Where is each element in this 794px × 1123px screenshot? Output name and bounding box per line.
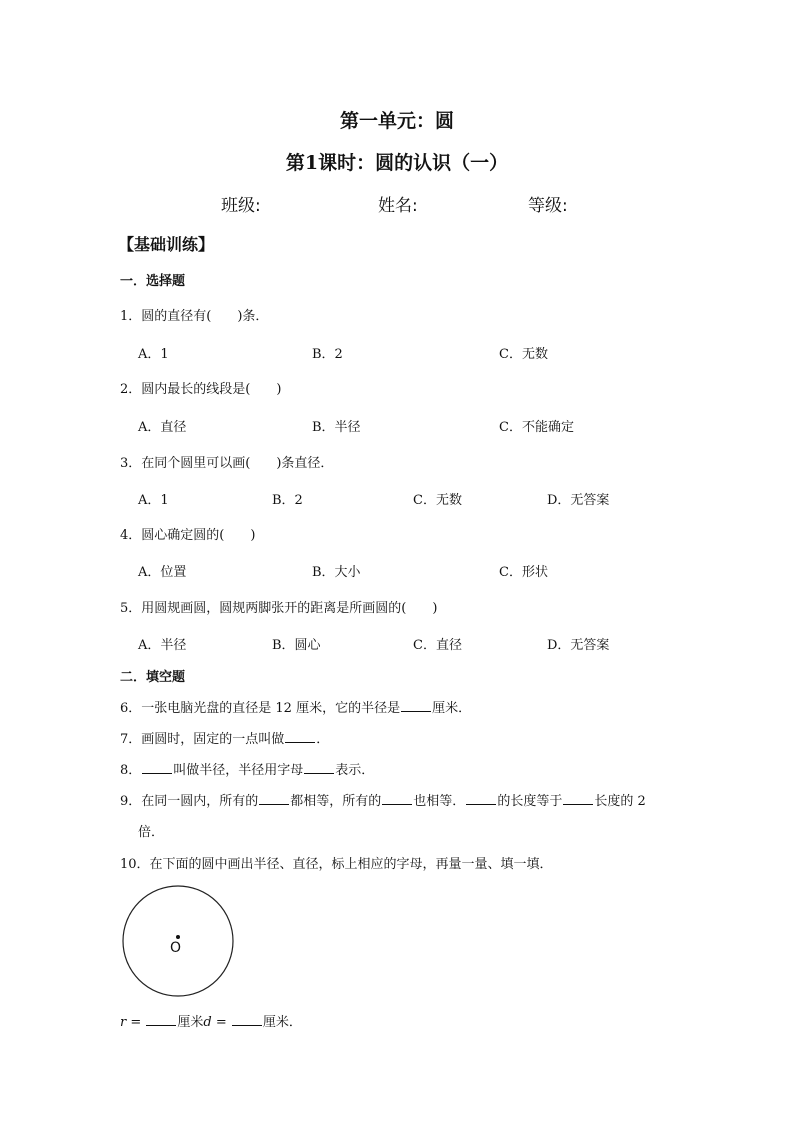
diameter-symbol: d bbox=[203, 1015, 212, 1030]
q3-option-c: C．无数 bbox=[413, 493, 462, 508]
q7-blank[interactable] bbox=[285, 730, 315, 743]
q2-option-b: B．半径 bbox=[312, 420, 361, 435]
q5-option-b: B．圆心 bbox=[272, 638, 321, 653]
q1-option-c: C．无数 bbox=[499, 347, 548, 362]
q9-text-d: 的长度等于 bbox=[497, 794, 563, 809]
answer-line bbox=[120, 1011, 302, 1030]
radius-blank[interactable] bbox=[146, 1013, 176, 1026]
q1-option-a: A．1 bbox=[138, 347, 169, 362]
question-6 bbox=[120, 697, 471, 716]
question-8 bbox=[120, 759, 374, 778]
q9-text-a: 9．在同一圆内，所有的 bbox=[120, 794, 259, 809]
question-2: 2．圆内最长的线段是( ) bbox=[120, 382, 282, 397]
q9-text-e: 长度的 2 bbox=[594, 794, 646, 809]
q7-text-b: ． bbox=[316, 732, 330, 747]
unit-1: 厘米 bbox=[177, 1015, 204, 1030]
q3-option-d: D．无答案 bbox=[547, 493, 610, 508]
question-10: 10．在下面的圆中画出半径、直径，标上相应的字母，再量一量、填一填． bbox=[120, 857, 553, 872]
part1-heading: 一．选择题 bbox=[120, 274, 186, 289]
q8-blank-1[interactable] bbox=[142, 761, 172, 774]
q8-text-a: 8． bbox=[120, 763, 142, 778]
q6-blank[interactable] bbox=[401, 699, 431, 712]
q6-text-b: 厘米． bbox=[432, 701, 472, 716]
q2-option-a: A．直径 bbox=[138, 420, 187, 435]
question-3: 3．在同个圆里可以画( )条直径． bbox=[120, 456, 334, 471]
class-label: 班级: bbox=[221, 196, 261, 216]
section-title: 【基础训练】 bbox=[118, 235, 215, 254]
question-4: 4．圆心确定圆的( ) bbox=[120, 528, 256, 543]
q9-text-c: 也相等． bbox=[413, 794, 466, 809]
q5-option-d: D．无答案 bbox=[547, 638, 610, 653]
q9-blank-4[interactable] bbox=[563, 792, 593, 805]
unit-2: 厘米． bbox=[262, 1015, 302, 1030]
q9-text-b: 都相等，所有的 bbox=[290, 794, 382, 809]
name-label: 姓名: bbox=[378, 196, 418, 216]
radius-symbol: r bbox=[120, 1015, 127, 1030]
lesson-title: 第1课时：圆的认识（一） bbox=[285, 152, 509, 174]
question-7 bbox=[120, 728, 329, 747]
diameter-blank[interactable] bbox=[232, 1013, 262, 1026]
center-label: O bbox=[170, 940, 182, 956]
q4-option-a: A．位置 bbox=[138, 565, 187, 580]
question-9 bbox=[120, 790, 646, 809]
grade-label: 等级: bbox=[528, 196, 568, 216]
q8-text-b: 叫做半径，半径用字母 bbox=[173, 763, 304, 778]
q4-option-b: B．大小 bbox=[312, 565, 361, 580]
q4-option-c: C．形状 bbox=[499, 565, 548, 580]
q9-blank-3[interactable] bbox=[466, 792, 496, 805]
unit-title: 第一单元：圆 bbox=[339, 110, 454, 132]
equals-2: = bbox=[211, 1015, 231, 1030]
q9-blank-2[interactable] bbox=[382, 792, 412, 805]
equals-1: = bbox=[126, 1015, 146, 1030]
q7-text-a: 7．画圆时，固定的一点叫做 bbox=[120, 732, 285, 747]
q5-option-c: C．直径 bbox=[413, 638, 462, 653]
q1-option-b: B．2 bbox=[312, 347, 343, 362]
q9-blank-1[interactable] bbox=[259, 792, 289, 805]
question-9-continued: 倍． bbox=[138, 825, 165, 840]
part2-heading: 二．填空题 bbox=[120, 670, 186, 685]
q2-option-c: C．不能确定 bbox=[499, 420, 574, 435]
q3-option-a: A．1 bbox=[138, 493, 169, 508]
question-1: 1．圆的直径有( )条． bbox=[120, 309, 269, 324]
q6-text-a: 6．一张电脑光盘的直径是 12 厘米，它的半径是 bbox=[120, 701, 401, 716]
question-5: 5．用圆规画圆，圆规两脚张开的距离是所画圆的( ) bbox=[120, 601, 438, 616]
q3-option-b: B．2 bbox=[272, 493, 303, 508]
q8-blank-2[interactable] bbox=[304, 761, 334, 774]
q8-text-c: 表示． bbox=[335, 763, 375, 778]
center-dot bbox=[176, 935, 180, 939]
q5-option-a: A．半径 bbox=[138, 638, 187, 653]
